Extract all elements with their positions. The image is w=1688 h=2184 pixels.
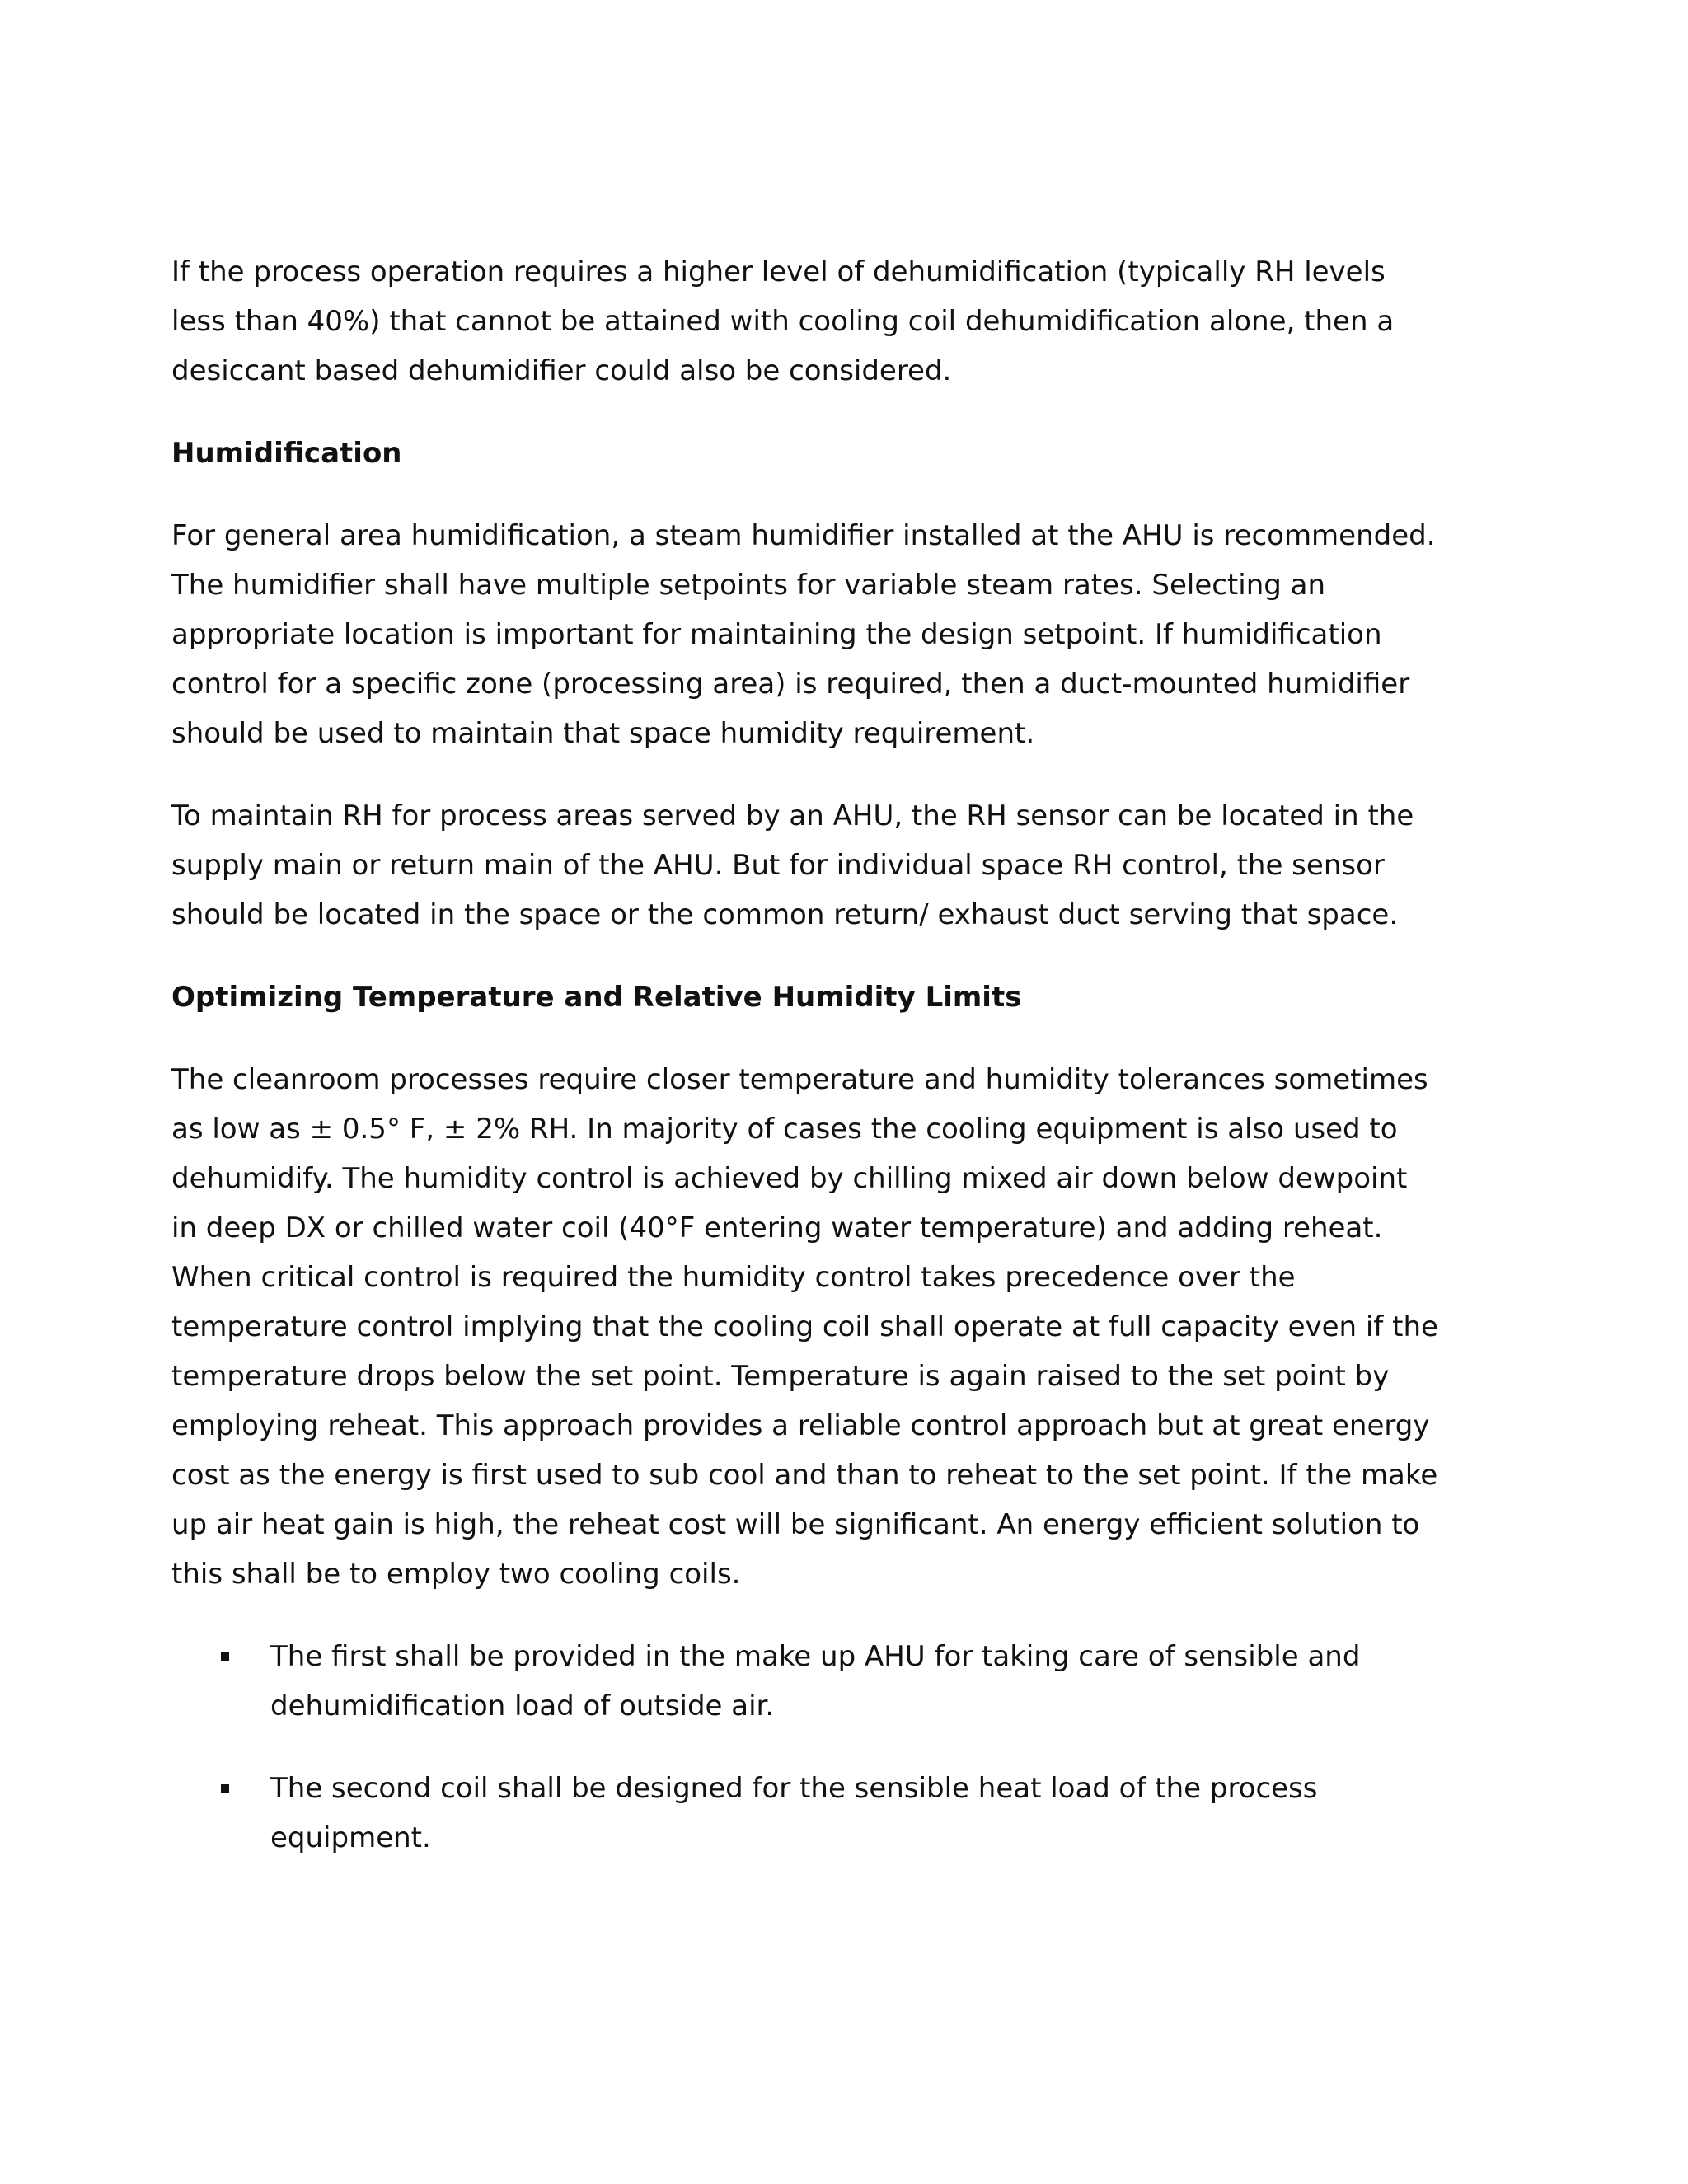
optimizing-heading: Optimizing Temperature and Relative Humidity Limits bbox=[171, 981, 1022, 1014]
cooling-coil-list bbox=[171, 1632, 1441, 1863]
intro-paragraph: If the process operation requires a higher level of dehumidification (typically RH levels less than 40%) that cannot be attained with cooling coil dehumidification alone, then a desiccant based dehumidifier could also be considered. bbox=[171, 255, 1395, 387]
list-item-text: The first shall be provided in the make up AHU for taking care of sensible and dehumidification load of outside air. bbox=[270, 1640, 1361, 1722]
list-item bbox=[171, 1632, 1441, 1731]
list-item-text: The second coil shall be designed for the sensible heat load of the process equipment. bbox=[270, 1772, 1318, 1854]
square-bullet-icon bbox=[221, 1652, 229, 1661]
humidification-heading: Humidification bbox=[171, 437, 402, 470]
humidification-paragraph-1: For general area humidification, a steam humidifier installed at the AHU is recommended. The humidifier shall have multiple setpoints for variable steam rates. Selecting an appropriate location is important for maintaining the design setpoint. If humidification control for a specific zone (processing area) is required, then a duct-mounted humidifier should be used to maintain that space humidity requirement. bbox=[171, 519, 1436, 750]
square-bullet-icon bbox=[221, 1784, 229, 1793]
document-page bbox=[171, 247, 1441, 1896]
humidification-paragraph-2: To maintain RH for process areas served by an AHU, the RH sensor can be located in the supply main or return main of the AHU. But for individual space RH control, the sensor should be located in the space or the common return/ exhaust duct serving that space. bbox=[171, 799, 1414, 931]
list-item bbox=[171, 1764, 1441, 1863]
optimizing-paragraph: The cleanroom processes require closer temperature and humidity tolerances sometimes as low as ± 0.5° F, ± 2% RH. In majority of cases the cooling equipment is also used to dehumidify. The humidity control is achieved by chilling mixed air down below dewpoint in deep DX or chilled water coil (40°F entering water temperature) and adding reheat. When critical control is required the humidity control takes precedence over the temperature control implying that the cooling coil shall operate at full capacity even if the temperature drops below the set point. Temperature is again raised to the set point by employing reheat. This approach provides a reliable control approach but at great energy cost as the energy is first used to sub cool and than to reheat to the set point. If the make up air heat gain is high, the reheat cost will be significant. An energy efficient solution to this shall be to employ two cooling coils. bbox=[171, 1063, 1438, 1591]
